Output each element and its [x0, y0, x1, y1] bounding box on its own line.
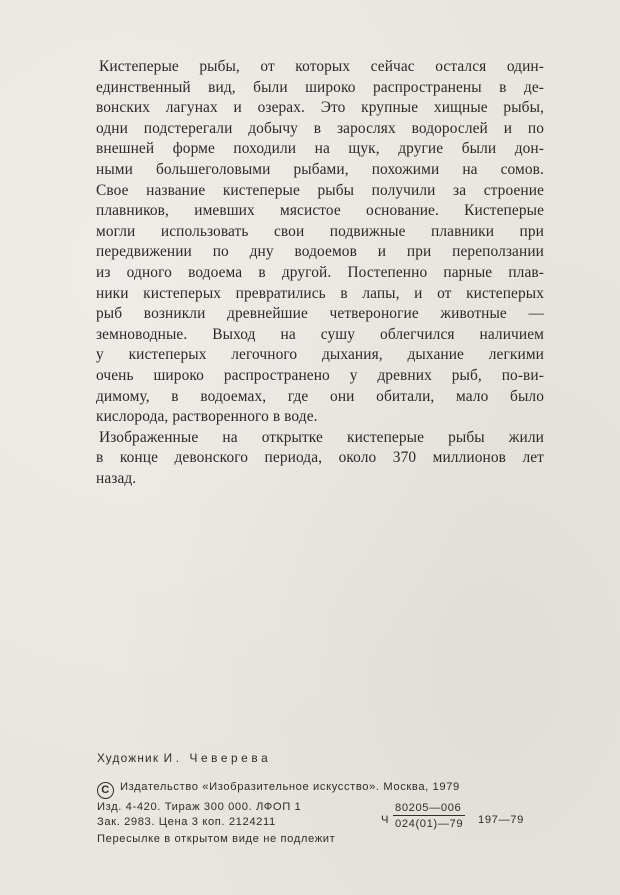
text-line: Кистеперые рыбы, от которых сейчас остался один-	[99, 58, 544, 75]
index-denominator: 024(01)—79	[395, 818, 464, 830]
order-line: Зак. 2983. Цена 3 коп. 2124211	[97, 816, 276, 828]
description-text	[96, 57, 544, 489]
index-suffix: 197—79	[478, 814, 524, 826]
copyright-icon: C	[97, 782, 114, 799]
publisher-text: Издательство «Изобразительное искусство». Москва, 1979	[120, 781, 460, 793]
text-line: единственный вид, были широко распространены в де-	[96, 78, 544, 96]
text-line: могли использовать свои подвижные плавники при	[96, 222, 544, 240]
index-numerator: 80205—006	[393, 802, 465, 816]
edition-line: Изд. 4-420. Тираж 300 000. ЛФОП 1	[97, 801, 302, 813]
text-line: Изображенные на открытке кистеперые рыбы жили	[99, 428, 544, 446]
text-line: передвижении по дну водоемов и при переползании	[96, 243, 544, 261]
artist-name: И. Чеверева	[163, 751, 272, 765]
mail-restriction-line: Пересылке в открытом виде не подлежит	[97, 833, 336, 845]
text-line: внешней форме походили на щук, другие были дон-	[96, 140, 544, 158]
text-line: из одного водоема в другой. Постепенно парные плав-	[96, 263, 544, 281]
paragraph-2	[96, 428, 544, 490]
text-line: очень широко распространено у древних рыб, по-ви-	[96, 366, 544, 384]
text-line: димому, в водоемах, где они обитали, мало было	[96, 387, 544, 405]
publisher-line	[97, 781, 460, 799]
text-line: одни подстерегали добычу в зарослях водорослей и по	[96, 119, 544, 137]
text-line: кислорода, растворенного в воде.	[96, 408, 318, 426]
artist-credit	[97, 751, 271, 765]
text-line: плавников, имевших мясистое основание. Кистеперые	[96, 202, 544, 220]
text-line: рыб возникли древнейшие четвероногие животные —	[96, 305, 544, 323]
text-line: вонских лагунах и озерах. Это крупные хищные рыбы,	[96, 99, 544, 117]
text-line: Свое название кистеперые рыбы получили за строение	[96, 181, 544, 199]
text-line: ники кистеперых превратились в лапы, и от кистеперых	[96, 284, 544, 302]
text-line: земноводные. Выход на сушу облегчился наличием	[96, 325, 544, 343]
text-line: в конце девонского периода, около 370 миллионов лет	[96, 449, 544, 467]
artist-label: Художник	[97, 751, 160, 765]
text-line: у кистеперых легочного дыхания, дыхание легкими	[96, 346, 544, 364]
text-line: назад.	[96, 469, 137, 487]
index-prefix: Ч	[381, 814, 390, 826]
text-line: ными большеголовыми рыбами, похожими на сомов.	[96, 160, 544, 178]
paragraph-1	[96, 57, 544, 428]
index-fraction	[393, 802, 465, 830]
